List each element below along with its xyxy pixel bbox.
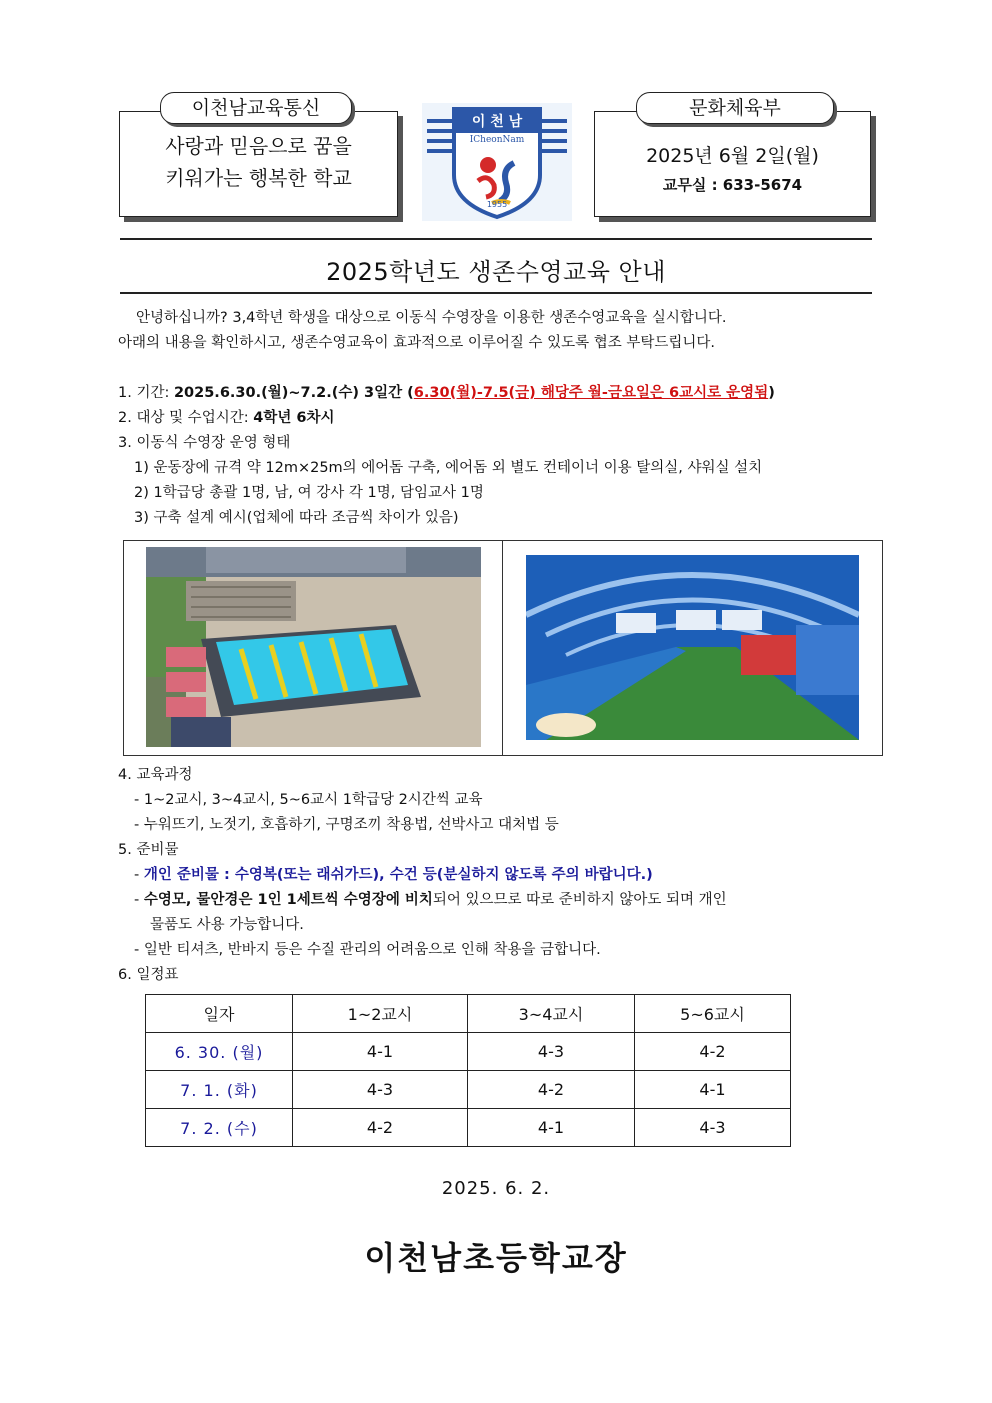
item-5-1	[134, 863, 653, 887]
row-date: 7. 2. (수)	[146, 1109, 293, 1147]
table-row	[146, 1109, 791, 1147]
item-4-1: - 1~2교시, 3~4교시, 5~6교시 1학급당 2시간씩 교육	[134, 792, 483, 808]
intro-line-2: 아래의 내용을 확인하시고, 생존수영교육이 효과적으로 이루어질 수 있도록 협조 부탁드립니다.	[118, 335, 715, 351]
row-date: 7. 1. (화)	[146, 1071, 293, 1109]
item-3-2: 2) 1학급당 총괄 1명, 남, 여 강사 각 1명, 담임교사 1명	[134, 485, 484, 501]
item-5-3: - 일반 티셔츠, 반바지 등은 수질 관리의 어려움으로 인해 착용을 금합니다.	[134, 942, 601, 958]
photo-frame	[123, 540, 883, 756]
table-header-row	[146, 995, 791, 1033]
item-5-heading: 5. 준비물	[118, 842, 179, 858]
row-cell: 4-1	[468, 1109, 635, 1147]
aerial-dome-photo	[146, 547, 481, 747]
row-cell: 4-3	[468, 1033, 635, 1071]
row-cell: 4-1	[635, 1071, 791, 1109]
item-6-heading: 6. 일정표	[118, 967, 179, 983]
row-date: 6. 30. (월)	[146, 1033, 293, 1071]
item-2-target	[118, 406, 334, 430]
document-title: 2025학년도 생존수영교육 안내	[326, 258, 666, 286]
item-5-2-rest: 되어 있으므로 따로 준비하지 않아도 되며 개인	[432, 892, 727, 908]
item-1-period	[118, 381, 775, 405]
newsletter-tab: 이천남교육통신	[160, 92, 352, 124]
item-2-prefix: 2. 대상 및 수업시간:	[118, 410, 254, 426]
school-logo	[422, 103, 572, 221]
header-period-5-6: 5~6교시	[635, 995, 791, 1033]
row-cell: 4-3	[635, 1109, 791, 1147]
row-cell: 4-3	[293, 1071, 468, 1109]
table-row	[146, 1033, 791, 1071]
item-5-2-continued: 물품도 사용 가능합니다.	[150, 917, 304, 933]
item-3-heading: 3. 이동식 수영장 운영 형태	[118, 435, 291, 451]
title-rule-bottom	[120, 292, 872, 294]
photo-divider	[502, 541, 503, 755]
logo-name: 이 천 남	[471, 114, 523, 130]
item-3-1: 1) 운동장에 규격 약 12m×25m의 에어돔 구축, 에어돔 외 별도 컨테이너 이용 탈의실, 샤워실 설치	[134, 460, 763, 476]
table-row	[146, 1071, 791, 1109]
item-1-dates: 2025.6.30.(월)~7.2.(수) 3일간 (	[173, 385, 414, 401]
item-5-2-bold: 수영모, 물안경은 1인 1세트씩 수영장에 비치	[143, 892, 433, 908]
item-5-1-text: 개인 준비물 : 수영복(또는 래쉬가드), 수건 등(분실하지 않도록 주의 바랍니다.)	[143, 867, 653, 883]
item-2-value: 4학년 6차시	[253, 410, 335, 426]
intro-line-1: 안녕하십니까? 3,4학년 학생을 대상으로 이동식 수영장을 이용한 생존수영교육을 실시합니다.	[136, 310, 727, 326]
footer-date: 2025. 6. 2.	[441, 1178, 551, 1199]
interior-dome-photo	[526, 555, 859, 740]
logo-year: 1955	[486, 200, 508, 209]
item-4-heading: 4. 교육과정	[118, 767, 193, 783]
row-cell: 4-2	[293, 1109, 468, 1147]
item-4-2: - 누워뜨기, 노젓기, 호흡하기, 구명조끼 착용법, 선박사고 대처법 등	[134, 817, 559, 833]
item-5-2	[134, 888, 727, 912]
item-5-1-dash: -	[134, 867, 144, 883]
item-1-note: 6.30(월)-7.5(금) 해당주 월-금요일은 6교시로 운영됨	[413, 385, 769, 401]
logo-english: ICheonNam	[469, 135, 525, 145]
issue-date: 2025년 6월 2일(월)	[646, 145, 819, 167]
principal-signature: 이천남초등학교장	[364, 1239, 628, 1277]
item-3-3: 3) 구축 설계 예시(업체에 따라 조금씩 차이가 있음)	[134, 510, 459, 526]
slogan-line-2: 키워가는 행복한 학교	[165, 166, 352, 190]
contact-info: 교무실 : 633-5674	[662, 176, 803, 194]
slogan-line-1: 사랑과 믿음으로 꿈을	[165, 134, 352, 158]
row-cell: 4-2	[468, 1071, 635, 1109]
schedule-table	[145, 994, 791, 1147]
header-period-3-4: 3~4교시	[468, 995, 635, 1033]
item-1-prefix: 1. 기간:	[118, 385, 174, 401]
row-cell: 4-2	[635, 1033, 791, 1071]
header-date: 일자	[146, 995, 293, 1033]
header-period-1-2: 1~2교시	[293, 995, 468, 1033]
item-5-2-dash: -	[134, 892, 144, 908]
title-rule-top	[120, 238, 872, 240]
department-tab: 문화체육부	[636, 92, 834, 124]
row-cell: 4-1	[293, 1033, 468, 1071]
item-1-close: )	[768, 385, 775, 401]
